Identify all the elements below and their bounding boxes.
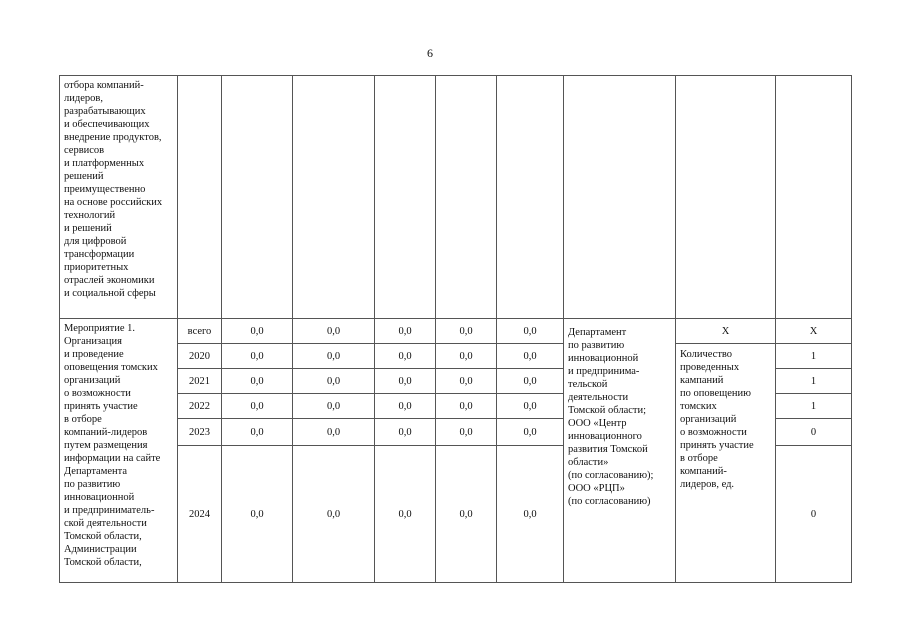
responsible-line: Томской области; <box>568 405 647 416</box>
value-cell: 0,0 <box>375 344 436 369</box>
responsible-line: области» <box>568 457 609 468</box>
name-cell <box>60 76 178 319</box>
name-line: разрабатывающих <box>64 106 146 117</box>
responsible-cell <box>564 319 676 583</box>
responsible-line: (по согласованию) <box>568 496 651 507</box>
value-cell: 0,0 <box>375 369 436 394</box>
name-line: отбора компаний- <box>64 80 144 91</box>
target-cell: 0 <box>776 419 852 446</box>
responsible-line: Департамент <box>568 327 627 338</box>
name-line: трансформации <box>64 249 135 260</box>
indicator-line: проведенных <box>680 362 740 373</box>
indicator-line: томских <box>680 401 717 412</box>
name-line: и платформенных <box>64 158 145 169</box>
name-line: решений <box>64 171 104 182</box>
name-line: Мероприятие 1. <box>64 323 136 334</box>
name-line: лидеров, <box>64 93 103 104</box>
name-line: преимущественно <box>64 184 146 195</box>
value-cell: 0,0 <box>497 394 564 419</box>
value-cell: 0,0 <box>497 344 564 369</box>
name-line: и проведение <box>64 349 124 360</box>
name-line: инновационной <box>64 492 135 503</box>
name-line: о возможности <box>64 388 131 399</box>
period-cell: всего <box>178 319 222 344</box>
value-cell: 0,0 <box>436 394 497 419</box>
indicator-line: лидеров, ед. <box>680 479 735 490</box>
name-line: отраслей экономики <box>64 275 155 286</box>
indicator-line: организаций <box>680 414 737 425</box>
name-line: Организация <box>64 336 122 347</box>
name-line: Томской области, <box>64 557 142 568</box>
name-line: организаций <box>64 375 121 386</box>
responsible-line: деятельности <box>568 392 629 403</box>
indicator-line: по оповещению <box>680 388 751 399</box>
name-line: компаний-лидеров <box>64 427 148 438</box>
indicator-line: в отборе <box>680 453 718 464</box>
indicator-line: компаний- <box>680 466 727 477</box>
name-line: по развитию <box>64 479 121 490</box>
continuation-row <box>60 76 852 319</box>
name-line: оповещения томских <box>64 362 158 373</box>
name-line: и обеспечивающих <box>64 119 150 130</box>
value-cell: 0,0 <box>222 446 293 583</box>
name-line: сервисов <box>64 145 105 156</box>
target-cell: 0 <box>776 446 852 583</box>
name-line: приоритетных <box>64 262 129 273</box>
indicator-line: кампаний <box>680 375 724 386</box>
empty-cell <box>375 76 436 319</box>
value-cell: 0,0 <box>436 419 497 446</box>
value-cell: 0,0 <box>436 446 497 583</box>
name-line: Администрации <box>64 544 137 555</box>
responsible-line: и предпринима- <box>568 366 640 377</box>
value-cell: 0,0 <box>497 319 564 344</box>
empty-cell <box>676 76 776 319</box>
value-cell: 0,0 <box>293 394 375 419</box>
empty-cell <box>436 76 497 319</box>
indicator-total-cell: Х <box>676 319 776 344</box>
name-line: технологий <box>64 210 116 221</box>
value-cell: 0,0 <box>436 319 497 344</box>
responsible-line: развития Томской <box>568 444 648 455</box>
period-cell: 2023 <box>178 419 222 446</box>
measure-name-cell <box>60 319 178 583</box>
responsible-line: тельской <box>568 379 608 390</box>
value-cell: 0,0 <box>222 419 293 446</box>
empty-cell <box>776 76 852 319</box>
value-cell: 0,0 <box>497 369 564 394</box>
responsible-line: инновационной <box>568 353 639 364</box>
value-cell: 0,0 <box>436 369 497 394</box>
name-line: и предприниматель- <box>64 505 155 516</box>
responsible-line: ООО «РЦП» <box>568 483 625 494</box>
responsible-line: (по согласованию); <box>568 470 654 481</box>
target-cell: 1 <box>776 394 852 419</box>
target-cell: 1 <box>776 369 852 394</box>
name-line: информации на сайте <box>64 453 161 464</box>
value-cell: 0,0 <box>222 369 293 394</box>
responsible-line: инновационного <box>568 431 642 442</box>
value-cell: 0,0 <box>375 446 436 583</box>
indicator-line: о возможности <box>680 427 747 438</box>
value-cell: 0,0 <box>375 394 436 419</box>
name-line: в отборе <box>64 414 102 425</box>
name-line: на основе российских <box>64 197 163 208</box>
value-cell: 0,0 <box>293 446 375 583</box>
target-cell: 1 <box>776 344 852 369</box>
value-cell: 0,0 <box>222 344 293 369</box>
name-line: путем размещения <box>64 440 148 451</box>
responsible-line: по развитию <box>568 340 625 351</box>
value-cell: 0,0 <box>293 419 375 446</box>
value-cell: 0,0 <box>222 319 293 344</box>
indicator-line: принять участие <box>680 440 754 451</box>
value-cell: 0,0 <box>293 319 375 344</box>
value-cell: 0,0 <box>497 419 564 446</box>
indicator-cell <box>676 344 776 583</box>
empty-cell <box>293 76 375 319</box>
value-cell: 0,0 <box>293 344 375 369</box>
table-row <box>60 344 852 369</box>
responsible-line: ООО «Центр <box>568 418 627 429</box>
name-line: для цифровой <box>64 236 127 247</box>
name-line: и решений <box>64 223 112 234</box>
name-line: принять участие <box>64 401 138 412</box>
name-line: и социальной сферы <box>64 288 156 299</box>
empty-cell <box>178 76 222 319</box>
period-cell: 2021 <box>178 369 222 394</box>
empty-cell <box>497 76 564 319</box>
empty-cell <box>564 76 676 319</box>
value-cell: 0,0 <box>375 319 436 344</box>
name-line: ской деятельности <box>64 518 147 529</box>
target-total-cell: Х <box>776 319 852 344</box>
program-table <box>59 75 852 583</box>
period-cell: 2022 <box>178 394 222 419</box>
period-cell: 2024 <box>178 446 222 583</box>
page-number: 6 <box>427 46 433 60</box>
name-line: Томской области, <box>64 531 142 542</box>
value-cell: 0,0 <box>375 419 436 446</box>
value-cell: 0,0 <box>497 446 564 583</box>
table-row <box>60 319 852 344</box>
value-cell: 0,0 <box>222 394 293 419</box>
empty-cell <box>222 76 293 319</box>
value-cell: 0,0 <box>293 369 375 394</box>
period-cell: 2020 <box>178 344 222 369</box>
indicator-line: Количество <box>680 349 733 360</box>
value-cell: 0,0 <box>436 344 497 369</box>
name-line: внедрение продуктов, <box>64 132 162 143</box>
name-line: Департамента <box>64 466 128 477</box>
